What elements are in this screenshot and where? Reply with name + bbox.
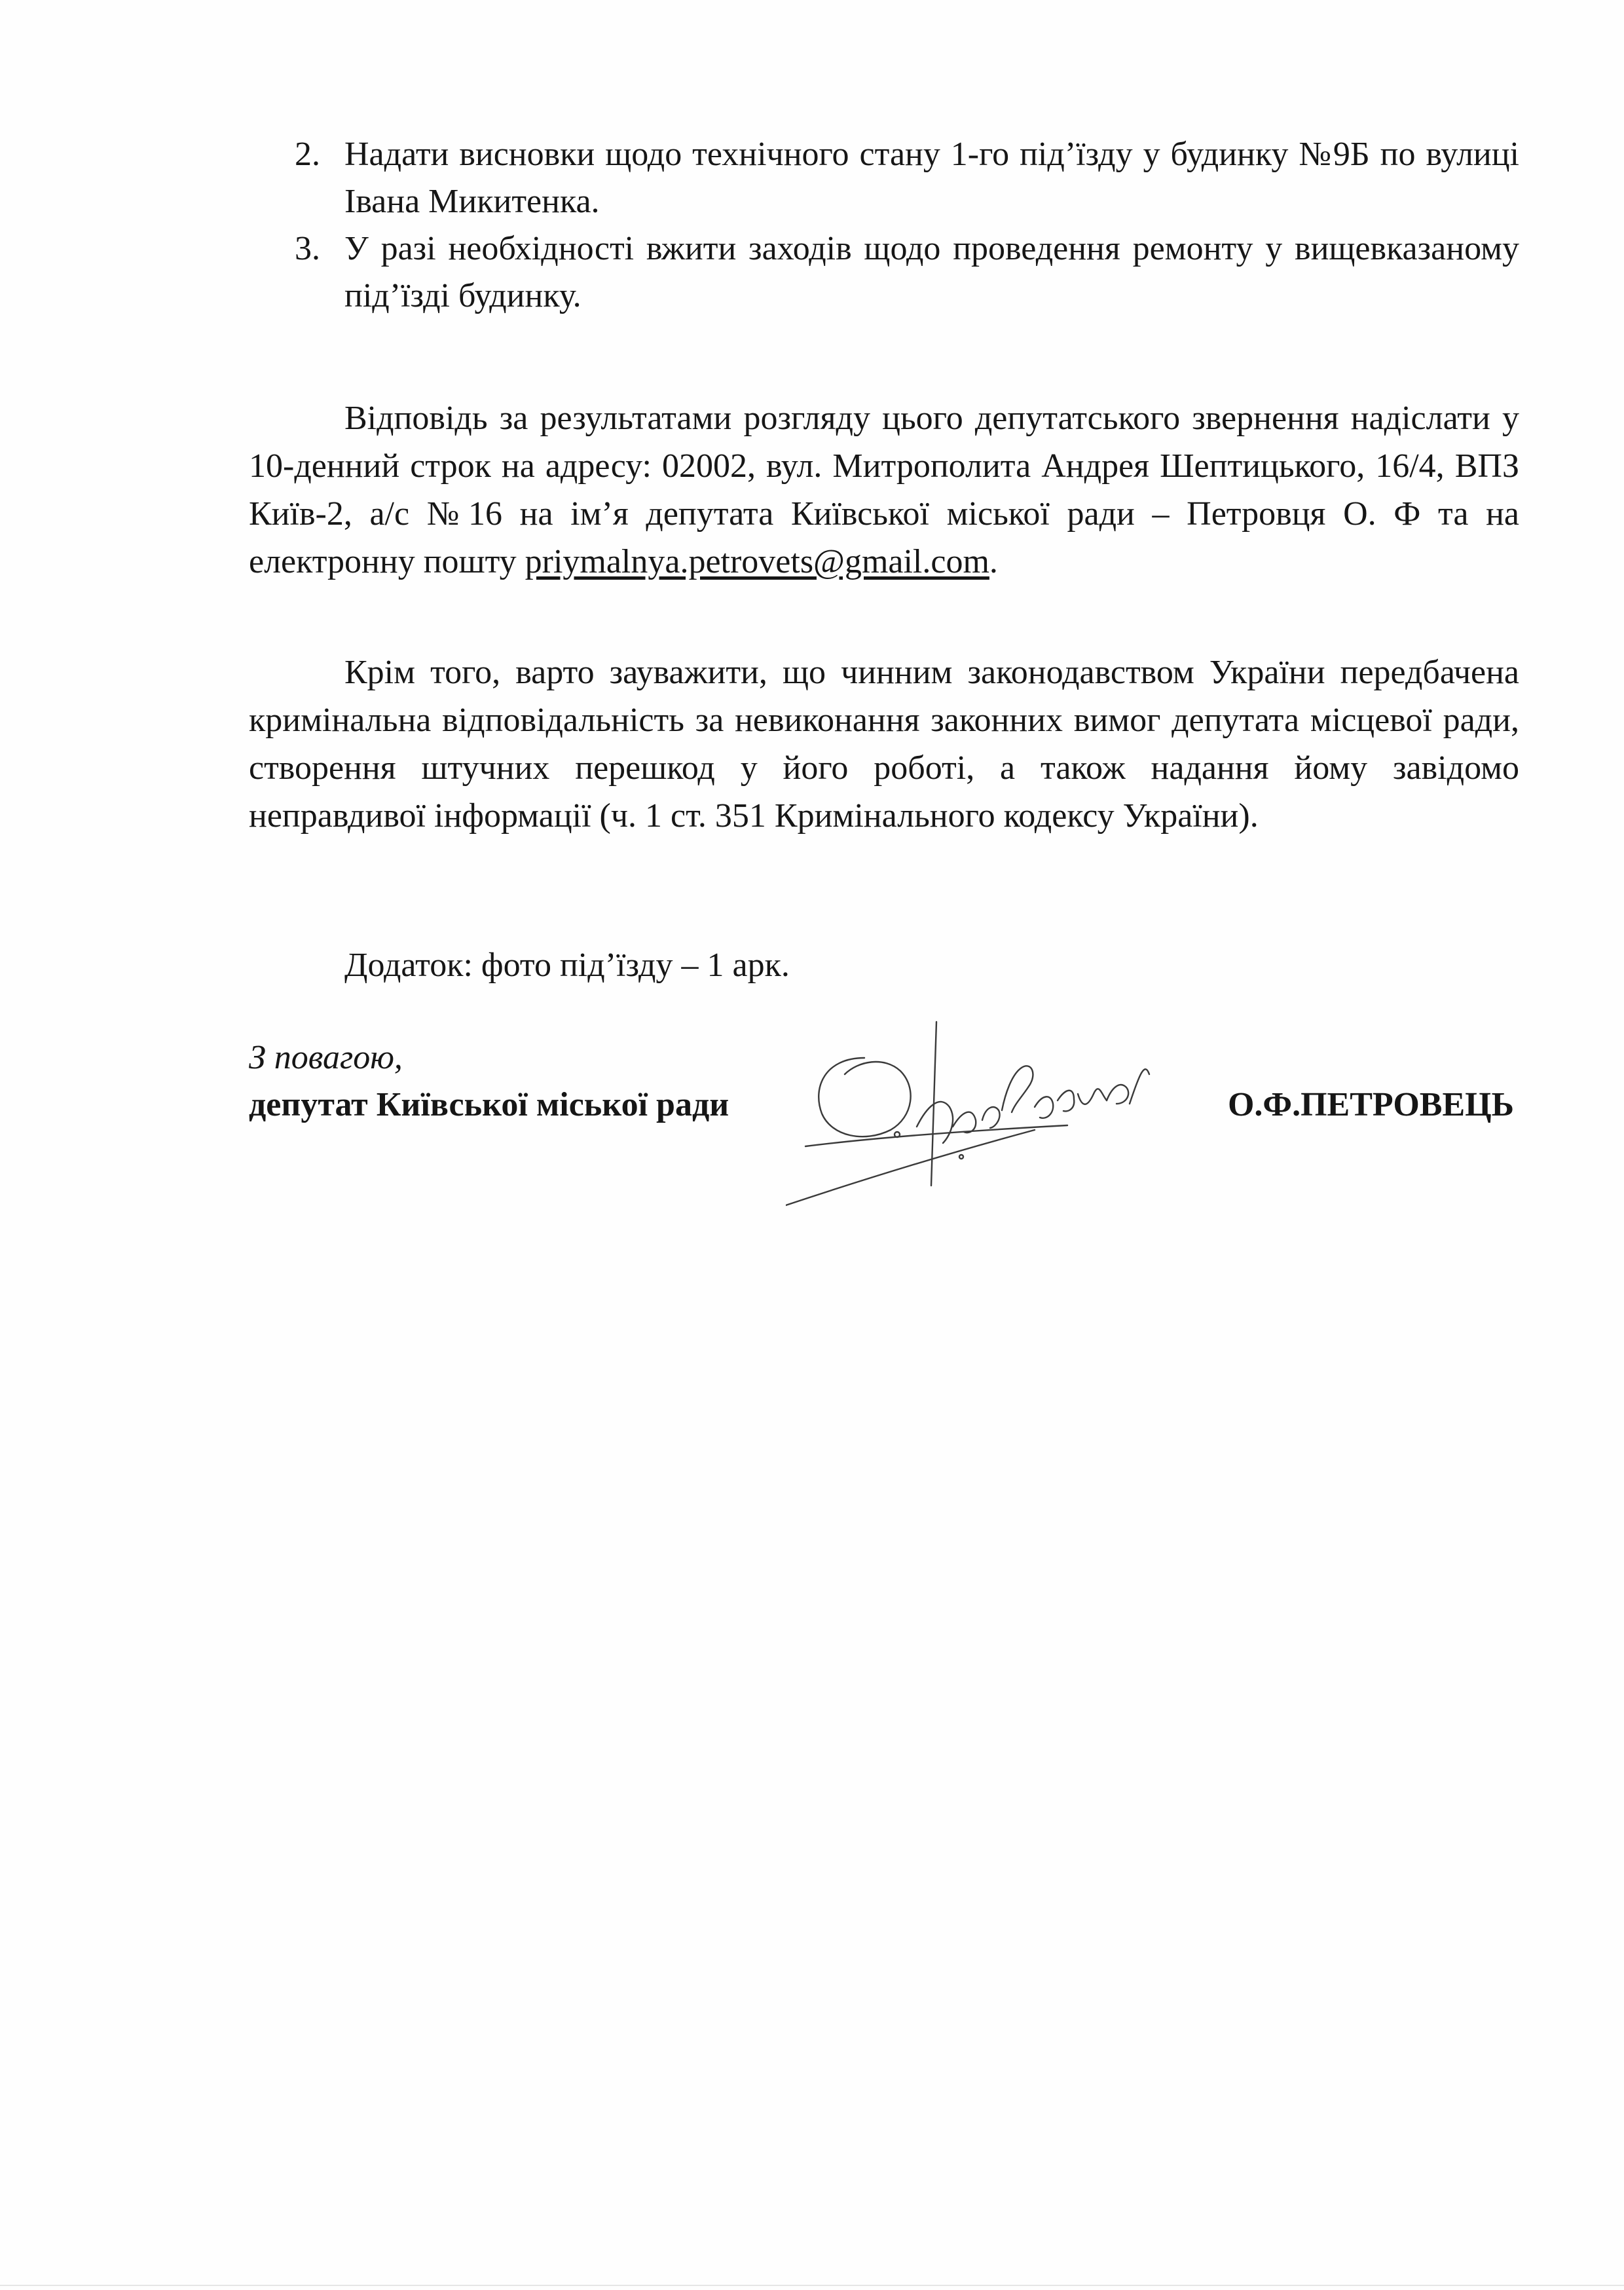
signer-name: О.Ф.ПЕТРОВЕЦЬ (1227, 1086, 1514, 1123)
list-item-number: 2. (295, 136, 320, 173)
list-item-text: У разі необхідності вжити заходів щодо проведення ремонту у вищевказаному під’їзді будинку. (344, 230, 1519, 314)
signer-position: депутат Київської міської ради (249, 1086, 729, 1123)
reply-text: Відповідь за результатами розгляду цього депутатського звернення надіслати у 10-денний строк на адресу: 02002, вул. Митрополита Андрея Шептицького, 16/4, ВПЗ Київ-2, а/с №16 на ім’я депутата Київської міської ради – Петровця О. Ф та на електронну пошту (249, 400, 1519, 580)
email-link[interactable]: priymalnya.petrovets@gmail.com (525, 543, 989, 580)
closing-regards: З повагою, (249, 1039, 403, 1076)
request-list (295, 131, 1519, 320)
attachment-note: Додаток: фото під’їзду – 1 арк. (344, 947, 790, 984)
list-item (295, 131, 1519, 225)
list-item-text: Надати висновки щодо технічного стану 1-го під’їзду у будинку №9Б по вулиці Івана Микитенка. (344, 136, 1519, 220)
law-paragraph: Крім того, варто зауважити, що чинним законодавством України передбачена кримінальна відповідальність за невиконання законних вимог депутата місцевої ради, створення штучних перешкод у його роботі, а також надання йому завідомо неправдивої інформації (ч. 1 ст. 351 Кримінального кодексу України). (249, 654, 1519, 835)
list-item (295, 225, 1519, 320)
reply-end: . (989, 543, 998, 580)
list-item-number: 3. (295, 230, 320, 267)
reply-paragraph (249, 394, 1519, 586)
handwritten-signature-icon (786, 996, 1192, 1225)
page-edge-divider (0, 2285, 1624, 2286)
